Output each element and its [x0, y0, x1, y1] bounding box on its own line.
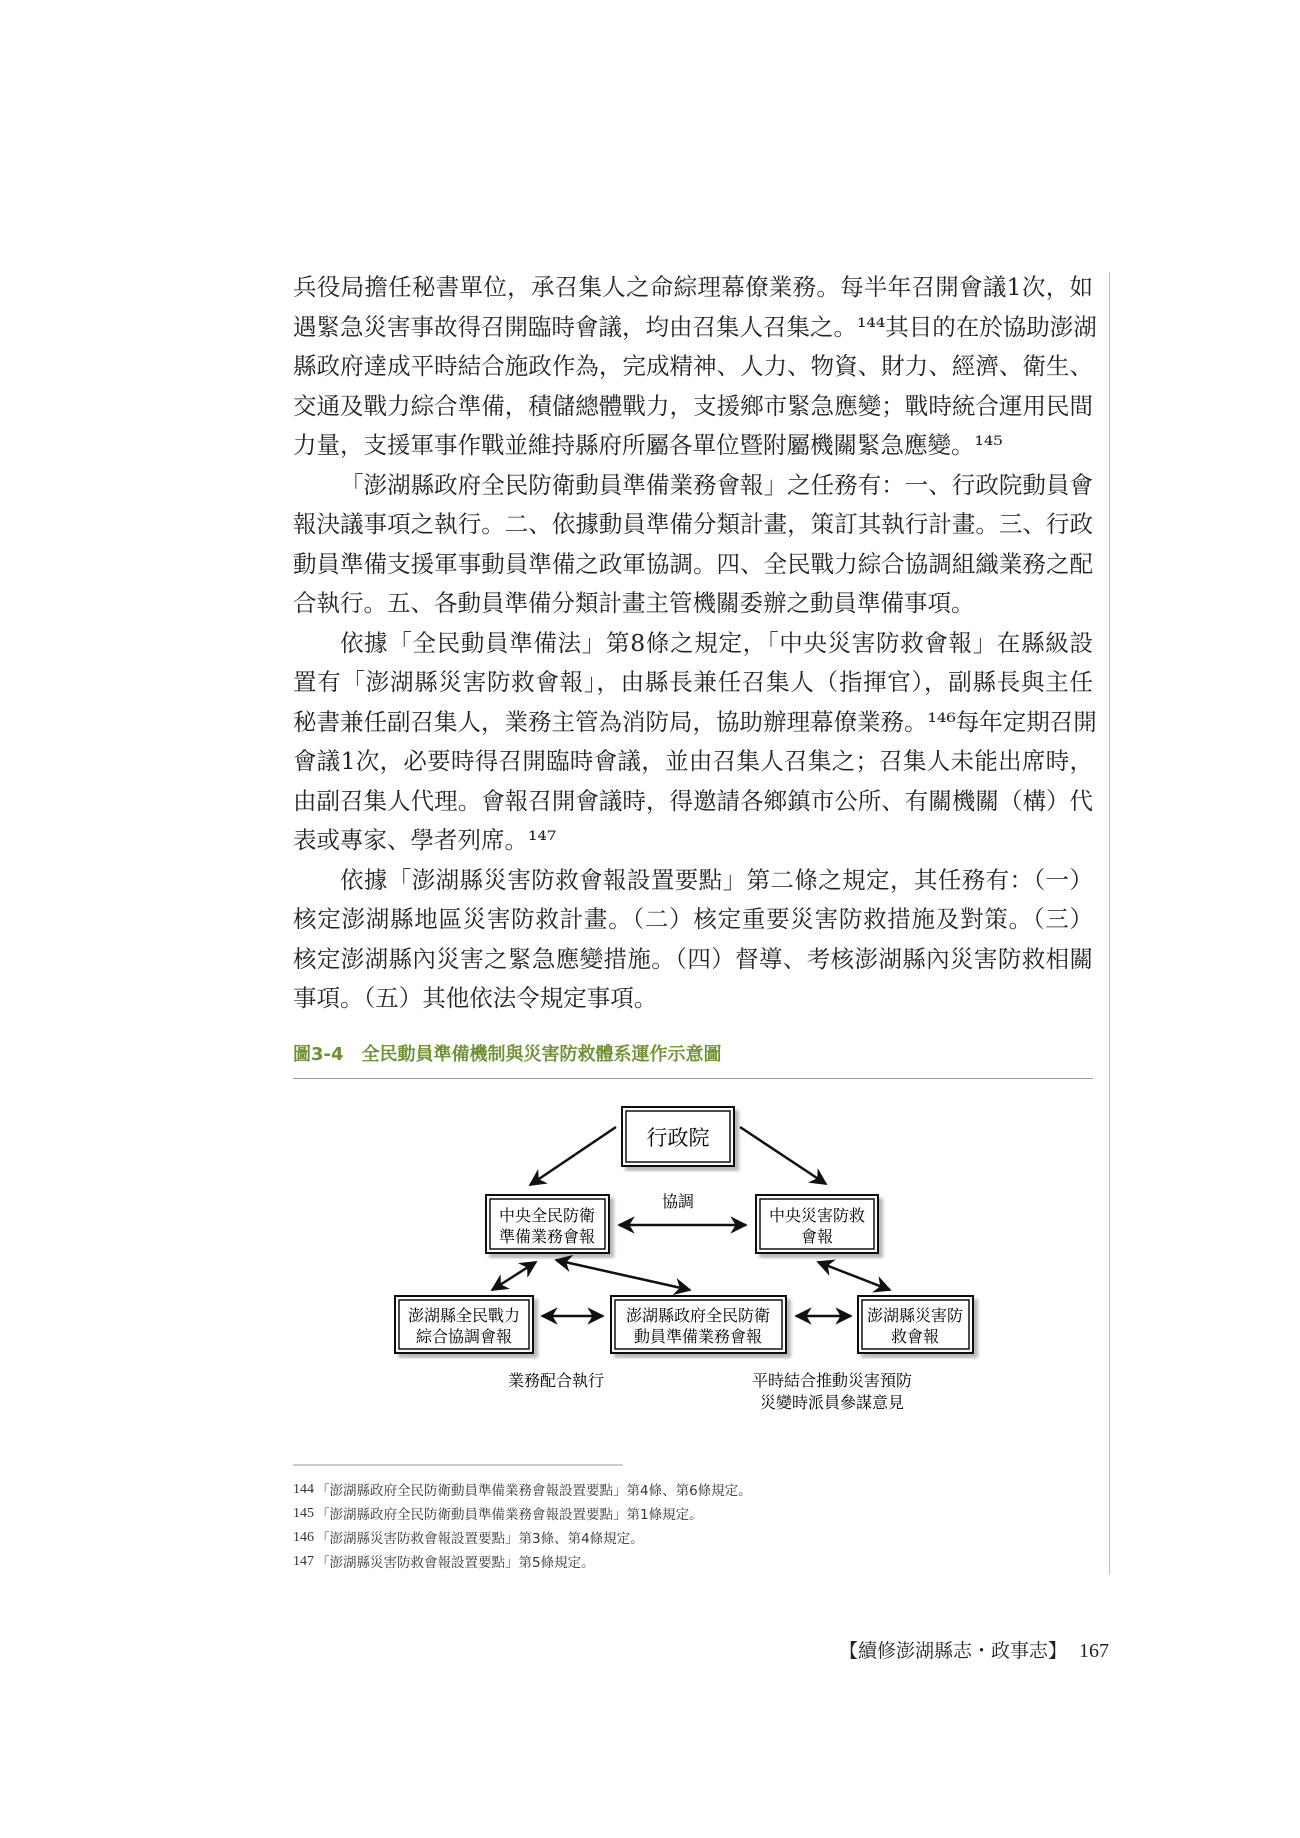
footnote [293, 1478, 752, 1502]
footnote-number: 144 [293, 1482, 314, 1497]
node-label: 行政院 [646, 1126, 710, 1150]
text-line: 會議1次，必要時得召開臨時會議，並由召集人召集之；召集人未能出席時， [293, 747, 1093, 775]
text-line: 報決議事項之執行。二、依據動員準備分類計畫，策訂其執行計畫。三、行政 [293, 510, 1093, 538]
footnotes [293, 1478, 752, 1574]
disaster-note-line2: 災變時派員參謀意見 [759, 1393, 905, 1412]
footnote-text: 「澎湖縣政府全民防衛動員準備業務會報設置要點」第1條規定。 [316, 1507, 703, 1523]
text-line: 交通及戰力綜合準備，積儲總體戰力，支援鄉市緊急應變；戰時統合運用民間 [293, 391, 1093, 420]
footnote-number: 147 [293, 1554, 314, 1569]
footnote-text: 「澎湖縣政府全民防衛動員準備業務會報設置要點」第4條、第6條規定。 [316, 1483, 752, 1499]
node-county-disaster [858, 1296, 973, 1353]
text-line: 縣政府達成平時結合施政作為，完成精神、人力、物資、財力、經濟、衛生、 [293, 352, 1093, 380]
footnote-number: 145 [293, 1506, 314, 1521]
node-label: 會報 [800, 1227, 834, 1246]
text-line: 依據「全民動員準備法」第8條之規定，「中央災害防救會報」在縣級設 [340, 628, 1093, 657]
cooperation-label: 業務配合執行 [507, 1371, 605, 1390]
footnote [293, 1526, 752, 1550]
arrow-central-defense-county-defense [556, 1260, 690, 1290]
page-footer [839, 1636, 1109, 1663]
text-line: 動員準備支援軍事動員準備之政軍協調。四、全民戰力綜合協調組織業務之配 [293, 549, 1093, 578]
text-line: 核定澎湖縣地區災害防救計畫。（二）核定重要災害防救措施及對策。（三） [293, 905, 1093, 933]
footnote-text: 「澎湖縣災害防救會報設置要點」第5條規定。 [316, 1555, 595, 1571]
arrow-exec-to-central-defense [530, 1127, 616, 1185]
node-executive-yuan [622, 1107, 734, 1166]
text-line: 「澎湖縣政府全民防衛動員準備業務會報」之任務有：一、行政院動員會 [340, 470, 1093, 499]
text-line: 由副召集人代理。會報召開會議時，得邀請各鄉鎮市公所、有關機關（構）代 [293, 786, 1093, 815]
node-county-defense [611, 1296, 786, 1353]
node-label: 救會報 [890, 1327, 940, 1346]
text-line: 表或專家、學者列席。¹⁴⁷ [293, 826, 557, 854]
disaster-note-line1: 平時結合推動災害預防 [751, 1371, 913, 1390]
text-line: 兵役局擔任秘書單位，承召集人之命綜理幕僚業務。每半年召開會議1次，如 [293, 273, 1093, 301]
text-line: 力量，支援軍事作戰並維持縣府所屬各單位暨附屬機關緊急應變。¹⁴⁵ [293, 431, 1003, 459]
node-label: 澎湖縣政府全民防衛 [625, 1306, 771, 1325]
footnote [293, 1550, 752, 1574]
node-label: 中央全民防衛 [498, 1206, 596, 1225]
footnote [293, 1502, 752, 1526]
text-line: 置有「澎湖縣災害防救會報」，由縣長兼任召集人（指揮官），副縣長與主任 [293, 668, 1093, 696]
node-label: 動員準備業務會報 [633, 1327, 763, 1346]
node-label: 澎湖縣全民戰力 [407, 1306, 521, 1325]
arrow-exec-to-central-disaster [740, 1127, 826, 1184]
page-number: 167 [1079, 1640, 1109, 1662]
text-line: 核定澎湖縣內災害之緊急應變措施。（四）督導、考核澎湖縣內災害防救相關 [293, 944, 1093, 973]
text-line: 依據「澎湖縣災害防救會報設置要點」第二條之規定，其任務有：（一） [340, 865, 1093, 894]
node-label: 綜合協調會報 [415, 1327, 513, 1346]
coordination-label: 協調 [661, 1192, 695, 1211]
node-county-combat [395, 1296, 533, 1353]
footnote-number: 146 [293, 1530, 314, 1545]
node-label: 澎湖縣災害防 [866, 1306, 964, 1325]
node-central-defense [486, 1195, 609, 1253]
figure-title: 全民動員準備機制與災害防救體系運作示意圖 [361, 1044, 722, 1065]
text-line: 合執行。五、各動員準備分類計畫主管機關委辦之動員準備事項。 [293, 589, 975, 617]
node-label: 準備業務會報 [498, 1227, 596, 1246]
figure-number: 圖3-4 [293, 1044, 344, 1065]
node-central-disaster [756, 1195, 878, 1253]
arrow-central-defense-county-combat [492, 1262, 536, 1290]
node-label: 中央災害防救 [768, 1206, 866, 1225]
footnote-rule [293, 1464, 623, 1466]
footnote-text: 「澎湖縣災害防救會報設置要點」第3條、第4條規定。 [316, 1531, 644, 1547]
arrow-central-disaster-county-disaster [818, 1262, 890, 1290]
text-line: 秘書兼任副召集人，業務主管為消防局，協助辦理幕僚業務。¹⁴⁶每年定期召開 [293, 707, 1097, 736]
text-line: 遇緊急災害事故得召開臨時會議，均由召集人召集之。¹⁴⁴其目的在於協助澎湖 [293, 312, 1097, 341]
book-title: 【續修澎湖縣志・政事志】 [838, 1640, 1067, 1662]
text-line: 事項。（五）其他依法令規定事項。 [293, 984, 658, 1012]
